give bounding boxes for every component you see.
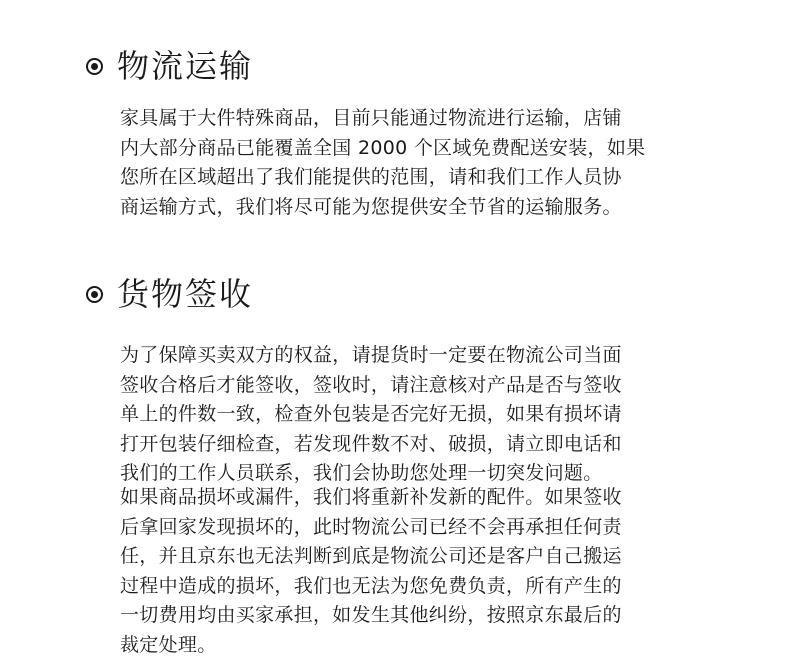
radio-bullet-icon	[86, 286, 103, 303]
paragraph-line: 家具属于大件特殊商品，目前只能通过物流进行运输，店铺	[120, 107, 622, 129]
paragraph-line: 单上的件数一致，检查外包装是否完好无损，如果有损坏请	[120, 403, 622, 425]
section-header	[86, 274, 253, 314]
paragraph-line: 任，并且京东也无法判断到底是物流公司还是客户自己搬运	[120, 545, 622, 567]
radio-bullet-icon	[86, 58, 103, 75]
paragraph-line: 如果商品损坏或漏件，我们将重新补发新的配件。如果签收	[120, 486, 622, 508]
section-title: 货物签收	[117, 275, 254, 313]
paragraph-line: 为了保障买卖双方的权益，请提货时一定要在物流公司当面	[120, 344, 622, 366]
paragraph-line: 内大部分商品已能覆盖全国 2000 个区域免费配送安装，如果	[120, 136, 646, 159]
paragraph-line: 裁定处理。	[120, 633, 217, 656]
paragraph-line: 商运输方式，我们将尽可能为您提供安全节省的运输服务。	[120, 195, 622, 218]
section-header	[86, 46, 253, 86]
section-paragraph	[120, 483, 700, 660]
paragraph-line: 我们的工作人员联系，我们会协助您处理一切突发问题。	[120, 462, 603, 484]
paragraph-line: 后拿回家发现损坏的，此时物流公司已经不会再承担任何责	[120, 515, 622, 538]
section-paragraph	[120, 341, 700, 489]
paragraph-line: 签收合格后才能签收，签收时，请注意核对产品是否与签收	[120, 373, 622, 396]
paragraph-line: 一切费用均由买家承担，如发生其他纠纷，按照京东最后的	[120, 604, 622, 626]
paragraph-line: 过程中造成的损坏，我们也无法为您免费负责，所有产生的	[120, 574, 622, 597]
section-paragraph	[120, 104, 700, 222]
paragraph-line: 打开包装仔细检查，若发现件数不对、破损，请立即电话和	[120, 432, 622, 455]
section-title: 物流运输	[117, 47, 254, 85]
paragraph-line: 您所在区域超出了我们能提供的范围，请和我们工作人员协	[120, 166, 622, 188]
